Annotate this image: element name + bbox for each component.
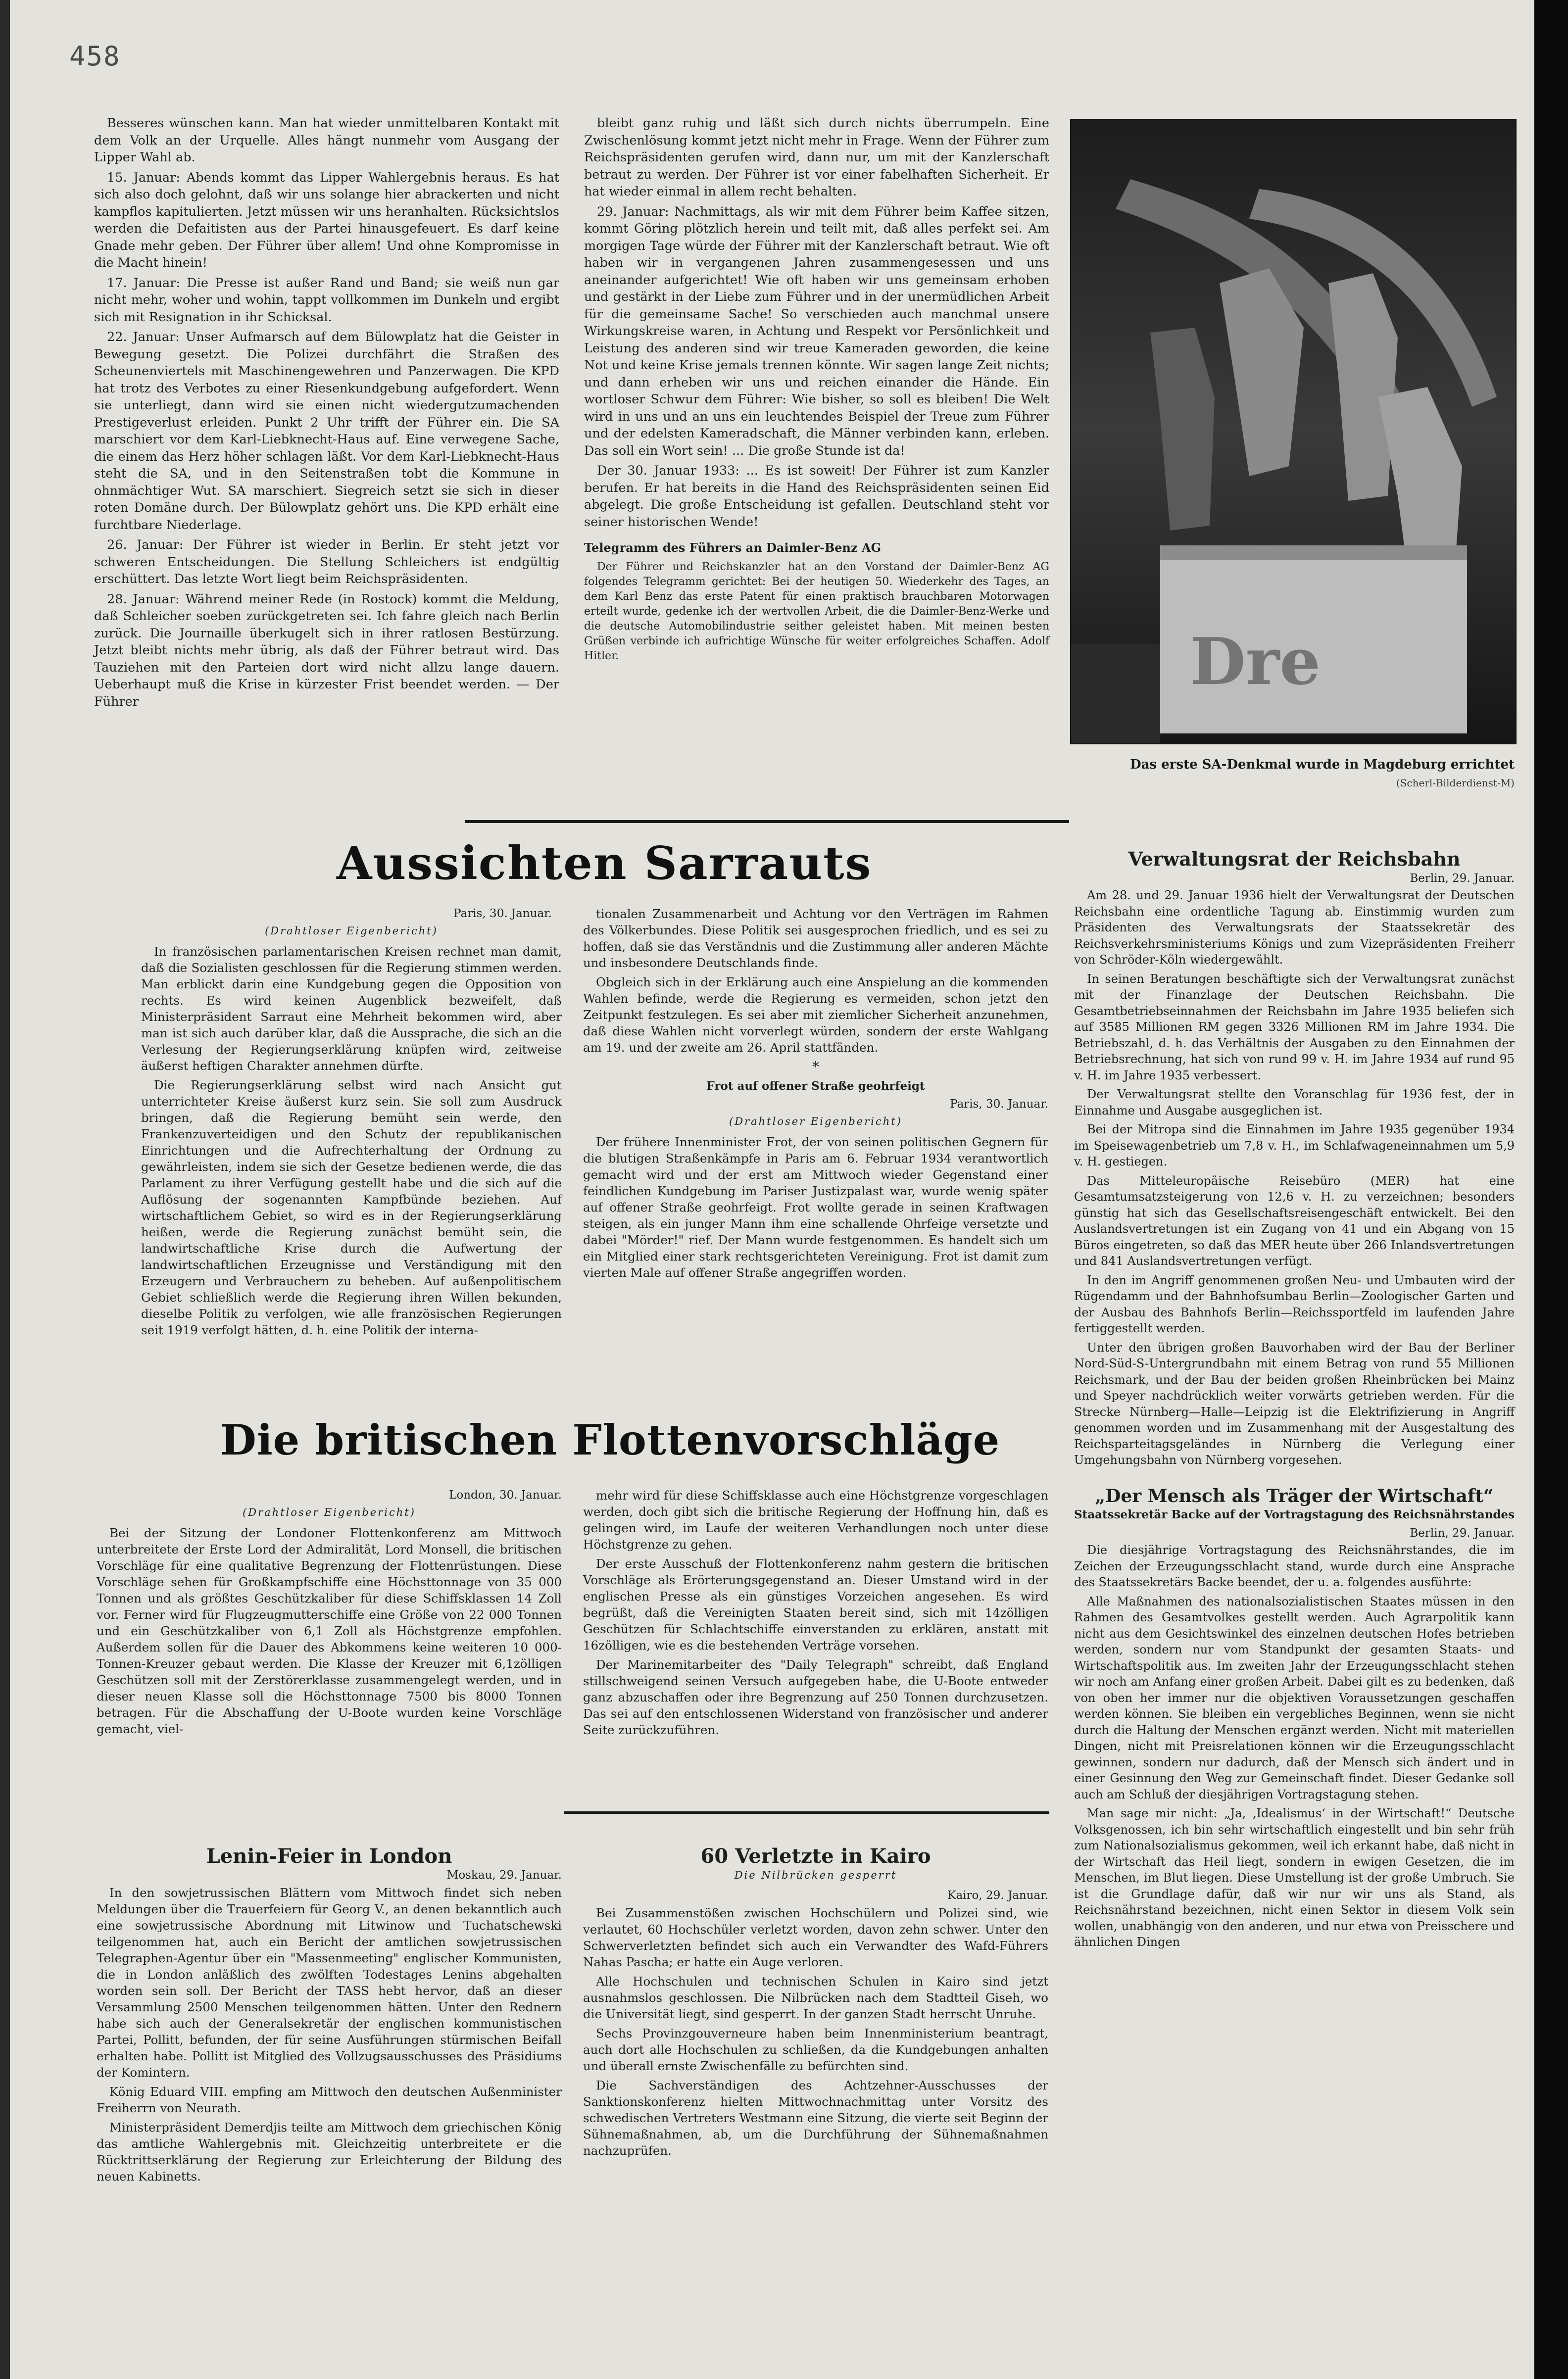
lenin-headline: Lenin-Feier in London — [206, 1845, 452, 1868]
paragraph: In französischen parlamentarischen Kreisen rechnet man damit, daß die Sozialisten geschlossen für die Regierung stimmen werden. Man erblickt darin eine Kundgebung gegen die Opposition von rechts. Es wird keinen Augenblick bezweifelt, daß Ministerpräsident Sarraut eine Mehrheit bekommen wird, aber man ist sich auch darüber klar, daß die Aussprache, die sich an die Verlesung der Regierungserklärung knüpfen wird, zeitweise äußerst heftigen Charakter annehmen dürfte. — [141, 944, 562, 1073]
lenin-dateline: Moskau, 29. Januar. — [446, 1869, 562, 1882]
paragraph: tionalen Zusammenarbeit und Achtung vor den Verträgen im Rahmen des Völkerbundes. Diese Politik sei ausgesprochen friedlich, und es sei zu hoffen, daß sie das Verständnis und die Zustimmung aller anderen Mächte und insbesondere Deutschlands finde. — [583, 907, 1048, 970]
paragraph: Der Verwaltungsrat stellte den Voranschlag für 1936 fest, der in Einnahme und Ausgabe ausgeglichen ist. — [1074, 1087, 1515, 1117]
section-rule — [465, 820, 1069, 823]
paragraph: In den sowjetrussischen Blättern vom Mittwoch findet sich neben Meldungen über die Trauerfeiern für Georg V., an denen bekanntlich auch eine sowjetrussische Abordnung mit Litwinow und Tuchatschewski teilgenommen hat, auch ein Bericht der amtlichen sowjetrussischen Telegraphen-Agentur über ein "Massenmeeting" englischer Kommunisten, die in London anläßlich des zwölften Todestages Lenins abgehalten worden sein soll. Der Bericht der TASS hebt hervor, daß an dieser Versammlung 2500 Menschen teilgenommen hätten. Unter den Rednern habe sich auch der Generalsekretär der englischen kommunistischen Partei, Pollitt, befunden, der für seine Ausführungen stürmischen Beifall erhalten habe. Pollitt ist Mitglied des Vollzugsausschusses des Präsidiums der Komintern. — [97, 1886, 562, 2080]
paragraph: bleibt ganz ruhig und läßt sich durch nichts überrumpeln. Eine Zwischenlösung kommt jetzt nicht mehr in Frage. Wenn der Führer zum Reichspräsidenten gerufen wird, dann nur, um mit der Kanzlerschaft betraut zu werden. Der Führer ist vor einer fabelhaften Sicherheit. Er hat wieder einmal in allem recht behalten. — [584, 116, 1049, 199]
flotten-column-left — [97, 1487, 562, 1740]
mensch-paragraphs — [1074, 1542, 1515, 1950]
paragraph: Alle Maßnahmen des nationalsozialistischen Staates müssen in den Rahmen des Gesamtvolkes gestellt werden. Auch Agrarpolitik kann nicht aus dem Gesichtswinkel des einzelnen deutschen Hofes betrieben werden, sondern nur vom Standpunkt der gesamten Staats- und Wirtschaftspolitik aus. Im zweiten Jahr der Erzeugungsschlacht stehen wir noch am Anfang einer großen Arbeit. Dabei gilt es zu bedenken, daß von oben her immer nur die objektiven Voraussetzungen geschaffen werden können. Sie bleiben ein vergebliches Beginnen, wenn sie nicht durch die Haltung der Menschen ergänzt werden. Nicht mit materiellen Dingen, nicht mit Preisrelationen können wir die Erzeugungsschlacht gewinnen, sondern nur dadurch, daß der Mensch sich ändert und in einer Gesinnung den Weg zur Gemeinschaft findet. Dieser Gedanke soll auch am Schluß der diesjährigen Vortragstagung stehen. — [1074, 1594, 1515, 1801]
paragraph: Die diesjährige Vortragstagung des Reichsnährstandes, die im Zeichen der Erzeugungsschlacht stand, wurde durch eine Ansprache des Staatssekretärs Backe beendet, der u. a. folgendes ausführte: — [1074, 1543, 1515, 1589]
mensch-dateline: Berlin, 29. Januar. — [1410, 1526, 1515, 1540]
section-rule-2 — [564, 1811, 1049, 1814]
verwaltungsrat-paragraphs — [1074, 887, 1515, 1468]
verwaltungsrat-column — [1074, 848, 1515, 1953]
verwaltungsrat-dateline: Berlin, 29. Januar. — [1410, 872, 1515, 885]
diary-middle-paragraphs — [584, 115, 1049, 531]
frot-source: (Drahtloser Eigenbericht) — [729, 1116, 902, 1127]
paragraph: Besseres wünschen kann. Man hat wieder unmittelbaren Kontakt mit dem Volk an der Urquelle. Alles hängt nunmehr vom Ausgang der Lipper Wahl ab. — [94, 116, 559, 165]
frot-text: Der frühere Innenminister Frot, der von seinen politischen Gegnern für die blutigen Straßenkämpfe in Paris am 6. Februar 1934 verantwortlich gemacht wird und der erst am Mittwoch wieder Gegenstand einer feindlichen Kundgebung im Pariser Justizpalast war, wurde wenig später auf offener Straße geohrfeigt. Frot wollte gerade in seinen Kraftwagen steigen, als ein junger Mann ihm eine schallende Ohrfeige versetzte und dabei "Mörder!" rief. Der Mann wurde festgenommen. Es handelt sich um ein Mitglied einer stark rechtsgerichteten Vereinigung. Frot ist damit zum vierten Male auf offener Straße angegriffen worden. — [583, 1135, 1048, 1280]
kairo-subhead: Die Nilbrücken gesperrt — [734, 1869, 897, 1881]
verwaltungsrat-headline: Verwaltungsrat der Reichsbahn — [1128, 848, 1461, 870]
kairo-paragraphs — [583, 1905, 1048, 2159]
paragraph: König Eduard VIII. empfing am Mittwoch den deutschen Außenminister Freiherrn von Neurath. — [97, 2085, 562, 2115]
flotten-col1-paragraphs — [97, 1525, 562, 1737]
flotten-dateline: London, 30. Januar. — [449, 1489, 562, 1502]
paragraph: Unter den übrigen großen Bauvorhaben wird der Bau der Berliner Nord-Süd-S-Untergrundbahn mit einem Betrag von rund 55 Millionen Reichsmark, und der Bau der beiden großen Rheinbrücken bei Mainz und Speyer nachdrücklich weiter vorwärts getrieben werden. Für die Strecke Nürnberg—Halle—Leipzig ist die Elektrifizierung in Angriff genommen worden und im Zusammenhang mit der Ausgestaltung des Reichsparteitagsgeländes in Nürnberg die Verlegung einer Umgehungsbahn von Nürnberg vorgesehen. — [1074, 1340, 1515, 1467]
photo-caption: Das erste SA-Denkmal wurde in Magdeburg errichtet — [1130, 757, 1515, 772]
paragraph: mehr wird für diese Schiffsklasse auch eine Höchstgrenze vorgeschlagen werden, doch gibt sich die britische Regierung der Hoffnung hin, daß es gelingen wird, im Laufe der weiteren Verhandlungen noch unter diese Höchstgrenze zu gehen. — [583, 1488, 1048, 1552]
paragraph: 22. Januar: Unser Aufmarsch auf dem Bülowplatz hat die Geister in Bewegung gesetzt. Die Polizei durchfährt die Straßen des Scheunenviertels mit Maschinengewehren und Panzerwagen. Die KPD hat trotz des Verbotes zu einer Riesenkundgebung aufgefordert. Wenn sie unterliegt, dann wird sie einen nicht wiedergutzumachenden Prestigeverlust erleiden. Punkt 2 Uhr trifft der Führer ein. Die SA marschiert vor dem Karl-Liebknecht-Haus auf. Eine verwegene Sache, die einem das Herz höher schlagen läßt. Vor dem Karl-Liebknecht-Haus steht die SA, und in den Seitenstraßen tobt die Kommune in ohnmächtiger Wut. SA marschiert. Siegreich setzt sie sich in dieser roten Domäne durch. Der Bülowplatz gehört uns. Die KPD erhält eine furchtbare Niederlage. — [94, 330, 559, 533]
kairo-headline: 60 Verletzte in Kairo — [700, 1845, 931, 1868]
paragraph: Obgleich sich in der Erklärung auch eine Anspielung an die kommenden Wahlen befinde, werde die Regierung es vermeiden, schon jetzt den Zeitpunkt festzulegen. Es sei aber mit ziemlicher Sicherheit anzunehmen, daß diese Wahlen nicht vorverlegt würden, sondern der erste Wahlgang am 19. und der zweite am 26. April stattfänden. — [583, 975, 1048, 1055]
flotten-source: (Drahtloser Eigenbericht) — [243, 1506, 416, 1518]
paragraph: Bei der Mitropa sind die Einnahmen im Jahre 1935 gegenüber 1934 im Speisewagenbetrieb um 7,8 v. H., im Schlafwageneinnahmen um 5,9 v. H. gestiegen. — [1074, 1122, 1515, 1168]
sa-monument-photo — [1070, 119, 1517, 744]
diary-column-middle — [584, 115, 1049, 667]
telegram-text: Der Führer und Reichskanzler hat an den Vorstand der Daimler-Benz AG folgendes Telegramm gerichtet: Bei der heutigen 50. Wiederkehr des Tages, an dem Karl Benz das erste Patent für einen praktisch brauchbaren Motorwagen erteilt wurde, gedenke ich der wertvollen Arbeit, die die Daimler-Benz-Werke und die deutsche Automobilindustrie seither geleistet haben. Mit meinen besten Grüßen verbinde ich aufrichtige Wünsche für weiter erfolgreiches Schaffen. Adolf Hitler. — [584, 560, 1049, 662]
paragraph: Der Marinemitarbeiter des "Daily Telegraph" schreibt, daß England stillschweigend seinen Versuch aufgegeben habe, die U-Boote entweder ganz abzuschaffen oder ihre Begrenzung auf 250 Tonnen durchzusetzen. Das sei auf den entschlossenen Widerstand von französischer und anderer Seite zurückzuführen. — [583, 1657, 1048, 1737]
flotten-col2-paragraphs — [583, 1487, 1048, 1738]
sarraut-col1-paragraphs — [141, 943, 562, 1338]
paragraph: 17. Januar: Die Presse ist außer Rand und Band; sie weiß nun gar nicht mehr, woher und wohin, tappt vollkommen im Dunkeln und ergibt sich mit Resignation in ihr Schicksal. — [94, 275, 559, 325]
paragraph: 26. Januar: Der Führer ist wieder in Berlin. Er steht jetzt vor schweren Entscheidungen. Die Stellung Schleichers ist endgültig erschüttert. Das letzte Wort liegt beim Reichspräsidenten. — [94, 537, 559, 586]
sarraut-col2-paragraphs — [583, 906, 1048, 1056]
sarraut-column-left — [141, 906, 562, 1341]
paragraph: Sechs Provinzgouverneure haben beim Innenministerium beantragt, auch dort alle Hochschulen zu schließen, da die Kundgebungen anhalten und überall ernste Zwischenfälle zu befürchten sind. — [583, 2026, 1048, 2073]
frot-dateline: Paris, 30. Januar. — [950, 1098, 1048, 1111]
paragraph: In den im Angriff genommenen großen Neu- und Umbauten wird der Rügendamm und der Bahnhofsumbau Berlin—Zoologischer Garten und der Ausbau des Bahnhofs Berlin—Reichssportfeld im laufenden Jahre fertiggestellt werden. — [1074, 1273, 1515, 1335]
lenin-paragraphs — [97, 1885, 562, 2185]
paragraph: Alle Hochschulen und technischen Schulen in Kairo sind jetzt ausnahmslos geschlossen. Die Nilbrücken nach dem Stadtteil Giseh, wo die Universität liegt, sind gesperrt. In der ganzen Stadt herrscht Unruhe. — [583, 1974, 1048, 2021]
telegram-heading: Telegramm des Führers an Daimler-Benz AG — [584, 540, 882, 555]
newspaper-page — [10, 0, 1554, 2379]
sarraut-headline: Aussichten Sarrauts — [337, 836, 872, 890]
mensch-headline: „Der Mensch als Träger der Wirtschaft“ — [1095, 1485, 1494, 1506]
paragraph: Man sage mir nicht: „Ja, ‚Idealismus‘ in der Wirtschaft!“ Deutsche Volksgenossen, ich bin sehr wirtschaftlich eingestellt und bin sehr früh zum Nationalsozialismus gekommen, weil ich erkannt habe, daß nicht in der Wirtschaft das Heil liegt, sondern in ewigen Gesetzen, die im Menschen, im Blut liegen. Diese Umstellung ist der große Umbruch. Sie ist die Grundlage dafür, daß wir nur wir uns als Stand, als Reichsnährstand bezeichnen, nicht einen Sektor in diesem Volk sein wollen, unabhängig von den anderen, und nur etwa von Preisschere und ähnlichen Dingen — [1074, 1806, 1515, 1949]
paragraph: Die Sachverständigen des Achtzehner-Ausschusses der Sanktionskonferenz hielten Mittwochnachmittag unter Vorsitz des schwedischen Vertreters Westmann eine Sitzung, die vierte seit Beginn der Sühnemaßnahmen, ab, um die Durchführung der Sühnemaßnahmen nachzuprüfen. — [583, 2078, 1048, 2158]
mensch-subhead: Staatssekretär Backe auf der Vortragstagung des Reichsnährstandes — [1074, 1508, 1515, 1521]
lenin-column — [97, 1841, 562, 2187]
flotten-headline: Die britischen Flottenvorschläge — [220, 1415, 1000, 1464]
sarraut-column-right — [583, 906, 1048, 1284]
photo-credit: (Scherl-Bilderdienst-M) — [1396, 777, 1515, 789]
paragraph: In seinen Beratungen beschäftigte sich der Verwaltungsrat zunächst mit der Finanzlage der Deutschen Reichsbahn. Die Gesamtbetriebseinnahmen der Reichsbahn im Jahre 1935 beliefen sich auf 3585 Millionen RM gegen 3326 Millionen RM im Jahre 1934. Die Betriebszahl, d. h. das Verhältnis der Ausgaben zu den Einnahmen der Betriebsrechnung, hat sich von rund 99 v. H. im Jahre 1934 auf rund 95 v. H. im Jahre 1935 verbessert. — [1074, 971, 1515, 1082]
paragraph: Der erste Ausschuß der Flottenkonferenz nahm gestern die britischen Vorschläge als Erörterungsgegenstand an. Dieser Umstand wird in der englischen Presse als ein günstiges Vorzeichen angesehen. Es wird begrüßt, daß die Vereinigten Staaten bereit sind, sich mit 14zölligen Geschützen für Schlachtschiffe einverstanden zu erklären, anstatt mit 16zölligen, wie es die bestehenden Verträge vorsehen. — [583, 1556, 1048, 1652]
paragraph: Die Regierungserklärung selbst wird nach Ansicht gut unterrichteter Kreise äußerst kurz sein. Sie soll zum Ausdruck bringen, daß die Regierung bemüht sein werde, den Frankenzuverteidigen und den Schutz der republikanischen Einrichtungen und die Aufrechterhaltung der Ordnung zu gewährleisten, indem sie sich der Gesetze bedienen werde, die das Parlament zu ihrer Verfügung gestellt habe und die sich auf die Auflösung der sogenannten Kampfbünde beziehen. Auf wirtschaftlichem Gebiet, so wird es in der Regierungserklärung heißen, werde die Regierung zunächst bemüht sein, die landwirtschaftliche Krise durch die Aufwertung der landwirtschaftlichen Erzeugnisse und Verständigung mit den Erzeugern und Verbrauchern zu beheben. Auf außenpolitischem Gebiet schließlich werde die Regierung ihren Willen bekunden, dieselbe Politik zu verfolgen, wie alle französischen Regierungen seit 1919 verfolgt hätten, d. h. eine Politik der interna- — [141, 1078, 562, 1337]
paragraph: Ministerpräsident Demerdjis teilte am Mittwoch dem griechischen König das amtliche Wahlergebnis mit. Gleichzeitig unterbreitete er die Rücktrittserklärung der Regierung zur Erleichterung der Bildung des neuen Kabinetts. — [97, 2120, 562, 2184]
paragraph: Bei Zusammenstößen zwischen Hochschülern und Polizei sind, wie verlautet, 60 Hochschüler verletzt worden, davon zehn schwer. Unter den Schwerverletzten befindet sich auch ein Verwandter des Wafd-Führers Nahas Pascha; er hatte ein Auge verloren. — [583, 1906, 1048, 1969]
paragraph: Bei der Sitzung der Londoner Flottenkonferenz am Mittwoch unterbreitete der Erste Lord der Admiralität, Lord Monsell, die britischen Vorschläge für eine qualitative Begrenzung der Flottenrüstungen. Diese Vorschläge sehen für Großkampfschiffe eine Höchsttonnage von 35 000 Tonnen und als größtes Geschützkaliber für diese Schiffsklassen 14 Zoll vor. Ferner wird für Flugzeugmutterschiffe eine Größe von 22 000 Tonnen und ein Geschützkaliber von 6,1 Zoll als Höchstgrenze empfohlen. Außerdem sollen für die Dauer des Abkommens keine weiteren 10 000-Tonnen-Kreuzer gebaut werden. Die Klasse der Kreuzer mit 6,1zölligen Geschützen soll mit der Zerstörerklasse zusammengelegt werden, und in dieser neuen Klasse soll die Höchsttonnage 7500 bis 8000 Tonnen betragen. Für die Abschaffung der U-Boote wurden keine Vorschläge gemacht, viel- — [97, 1526, 562, 1736]
paragraph: Das Mitteleuropäische Reisebüro (MER) hat eine Gesamtumsatzsteigerung von 12,6 v. H. zu verzeichnen; besonders günstig hat sich das Gesellschaftsreisengeschäft entwickelt. Bei den Auslandsvertretungen ist ein Zugang von 41 und ein Abgang von 15 Büros eingetreten, so daß das MER heute über 266 Inlandsvertretungen und 841 Auslandsvertretungen verfügt. — [1074, 1173, 1515, 1268]
frot-heading: Frot auf offener Straße geohrfeigt — [706, 1079, 925, 1093]
paragraph: 15. Januar: Abends kommt das Lipper Wahlergebnis heraus. Es hat sich also doch gelohnt, daß wir uns solange hier abrackerten und nicht kampflos kapitulierten. Jetzt müssen wir uns heranhalten. Rücksichtslos werden die Defaitisten aus der Partei hinausgefeuert. Es darf keine Gnade mehr geben. Der Führer über allem! Und ohne Kompromisse in die Macht hinein! — [94, 170, 559, 270]
paragraph: Der 30. Januar 1933: ... Es ist soweit! Der Führer ist zum Kanzler berufen. Er hat bereits in die Hand des Reichspräsidenten seinen Eid abgelegt. Die große Entscheidung ist gefallen. Deutschland steht vor seiner historischen Wende! — [584, 463, 1049, 530]
flotten-column-right — [583, 1487, 1048, 1741]
paragraph: Am 28. und 29. Januar 1936 hielt der Verwaltungsrat der Deutschen Reichsbahn eine ordentliche Tagung ab. Einstimmig wurden zum Präsidenten des Verwaltungsrats der Staatssekretär des Reichsverkehrsministeriums Königs und zum Vizepräsidenten Freiherr von Schröder-Köln wiedergewählt. — [1074, 888, 1515, 967]
section-star: * — [812, 1059, 819, 1075]
kairo-column — [583, 1841, 1048, 2162]
svg-text:Dre: Dre — [1190, 624, 1321, 699]
page-number: 458 — [69, 41, 121, 72]
paragraph: 28. Januar: Während meiner Rede (in Rostock) kommt die Meldung, daß Schleicher soeben zurückgetreten sei. Ich fahre gleich nach Berlin zurück. Die Journaille überkugelt sich in ihrer ratlosen Bestürzung. Jetzt bleibt nichts mehr übrig, als daß der Führer betraut wird. Das Tauziehen mit den Parteien dort wird nicht allzu lange dauern. Ueberhaupt muß die Krise in kürzester Frist beendet werden. — Der Führer — [94, 591, 559, 709]
sarraut-dateline: Paris, 30. Januar. — [453, 907, 552, 920]
kairo-dateline: Kairo, 29. Januar. — [947, 1889, 1048, 1902]
sarraut-source: (Drahtloser Eigenbericht) — [265, 925, 438, 937]
scan-edge — [1534, 0, 1568, 2379]
paragraph: 29. Januar: Nachmittags, als wir mit dem Führer beim Kaffee sitzen, kommt Göring plötzlich herein und teilt mit, daß alles perfekt sei. Am morgigen Tage würde der Führer mit der Kanzlerschaft betraut. Wie oft haben wir in vergangenen Jahren zusammengesessen und uns aneinander aufgerichtet! Wie oft haben wir uns gemeinsam erhoben und gestärkt in der Liebe zum Führer und in der unermüdlichen Arbeit für die gemeinsame Sache! So verschieden auch manchmal unsere Wirkungskreise waren, in Achtung und Respekt vor Persönlichkeit und Leistung des anderen sind wir treue Kameraden geworden, die keine Not und keine Krise jemals trennen könnte. Wir sagen lange Zeit nichts; und dann erheben wir uns und reichen einander die Hände. Ein wortloser Schwur dem Führer: Wie bisher, so soll es bleiben! Die Welt wird in uns und an uns ein leuchtendes Beispiel der Treue zum Führer und der edelsten Kameradschaft, die Männer verbinden kann, erleben. Das soll ein Wort sein! ... Die große Stunde ist da! — [584, 204, 1049, 458]
diary-column-left — [94, 115, 559, 713]
